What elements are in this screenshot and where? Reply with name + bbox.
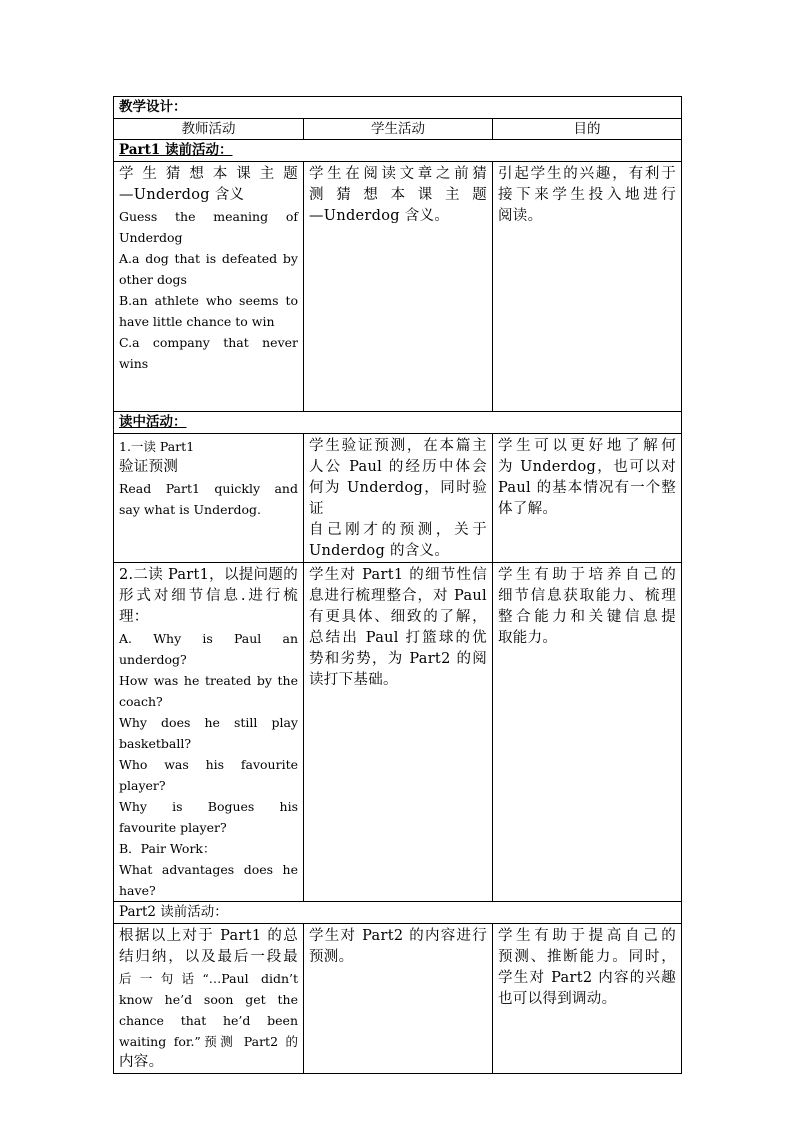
text-line: wins <box>119 356 149 371</box>
title-row <box>114 97 682 119</box>
student-activity-cell <box>304 434 493 563</box>
text-line: Paul 的基本情况有一个整 <box>498 480 677 496</box>
text-line: B．Pair Work： <box>119 841 216 856</box>
text-line: 息进行梳理整合，对 Paul <box>309 588 487 604</box>
text-line: 总结出 Paul 打篮球的优 <box>309 630 487 646</box>
teacher-activity-cell <box>114 563 304 902</box>
activity-row <box>114 434 682 563</box>
text-line: 细节信息获取能力、梳理 <box>498 588 677 604</box>
text-line: waiting for.”预测 Part2 的 <box>119 1034 298 1049</box>
text-line: B.an athlete who seems to <box>119 293 298 308</box>
text-line: 整合能力和关键信息提 <box>498 609 677 625</box>
text-line: 取能力。 <box>498 630 558 646</box>
purpose-cell <box>493 434 682 563</box>
text-line: Underdog 的含义。 <box>309 543 450 559</box>
text-line: 后一句话“…Paul didn’t <box>119 971 298 986</box>
text-line: 形式对细节信息.进行梳 <box>119 588 298 604</box>
text-line: chance that he’d been <box>119 1013 298 1028</box>
activity-row <box>114 563 682 902</box>
text-line: C.a company that never <box>119 335 298 350</box>
activity-row <box>114 924 682 1074</box>
purpose-cell <box>493 924 682 1074</box>
activity-row <box>114 162 682 412</box>
purpose-cell <box>493 563 682 902</box>
student-activity-cell <box>304 162 493 412</box>
teacher-activity-cell <box>114 162 304 412</box>
text-line: have? <box>119 883 156 898</box>
text-line: 2.二读 Part1，以提问题的 <box>119 567 298 583</box>
text-line: 学生对 Part2 内容的兴趣 <box>498 970 677 986</box>
text-line: How was he treated by the <box>119 673 298 688</box>
purpose-cell <box>493 162 682 412</box>
text-line: 何为 Underdog，同时验证 <box>309 480 487 517</box>
column-header-row <box>114 119 682 140</box>
section-while-reading: 读中活动： <box>119 414 187 430</box>
student-activity-cell <box>304 924 493 1074</box>
text-line: 也可以得到调动。 <box>498 991 617 1007</box>
text-line: 阅读。 <box>498 208 543 224</box>
text-line: 体了解。 <box>498 501 558 517</box>
text-line: Why is Bogues his <box>119 799 298 814</box>
text-line: 学生对 Part1 的细节性信 <box>309 567 487 583</box>
text-line: What advantages does he <box>119 862 298 877</box>
text-line: —Underdog 含义。 <box>309 208 450 224</box>
teacher-activity-cell <box>114 924 304 1074</box>
header-student-activity: 学生活动 <box>304 119 493 140</box>
text-line: Who was his favourite <box>119 757 298 772</box>
text-line: 读打下基础。 <box>309 672 398 688</box>
text-line: 学生对 Part2 的内容进行 <box>309 928 487 944</box>
text-line: 根据以上对于 Part1 的总 <box>119 928 298 944</box>
table-title: 教学设计： <box>114 97 682 119</box>
text-line: Why does he still play <box>119 715 298 730</box>
lesson-plan <box>113 96 681 1074</box>
text-line: 学生在阅读文章之前猜 <box>309 166 487 182</box>
text-line: Guess the meaning of <box>119 209 298 224</box>
section-part1-pre-reading: Part1 读前活动： <box>119 142 233 158</box>
text-line: 验证预测 <box>119 459 179 475</box>
text-line: say what is Underdog. <box>119 502 261 517</box>
text-line: A. Why is Paul an <box>119 631 298 646</box>
text-line: 学生可以更好地了解何 <box>498 438 677 454</box>
header-purpose: 目的 <box>493 119 682 140</box>
text-line: 测 猜 想 本 课 主 题 <box>309 187 487 203</box>
header-teacher-activity: 教师活动 <box>114 119 304 140</box>
section-row <box>114 412 682 434</box>
text-line: have little chance to win <box>119 314 275 329</box>
text-line: 人公 Paul 的经历中体会 <box>309 459 487 475</box>
text-line: 内容。 <box>119 1054 164 1070</box>
text-line: 自己刚才的预测，关于 <box>309 522 487 538</box>
text-line: player? <box>119 778 166 793</box>
text-line: 预测、推断能力。同时， <box>498 949 677 965</box>
lesson-plan-table <box>113 96 682 1074</box>
text-line: 为 Underdog，也可以对 <box>498 459 677 475</box>
text-line: underdog? <box>119 652 187 667</box>
section-row <box>114 902 682 924</box>
text-line: 预测。 <box>309 949 354 965</box>
text-line: 结归纳，以及最后一段最 <box>119 949 298 965</box>
student-activity-cell <box>304 563 493 902</box>
text-line: Read Part1 quickly and <box>119 481 298 496</box>
text-line: —Underdog 含义 <box>119 187 245 203</box>
section-row <box>114 140 682 162</box>
text-line: A.a dog that is defeated by <box>119 251 298 266</box>
text-line: other dogs <box>119 272 187 287</box>
text-line: 学生验证预测，在本篇主 <box>309 438 487 454</box>
text-line: basketball? <box>119 736 192 751</box>
text-line: 学 生 猜 想 本 课 主 题 <box>119 166 298 182</box>
text-line: favourite player? <box>119 820 227 835</box>
text-line: 引起学生的兴趣，有利于 <box>498 166 677 182</box>
text-line: 学生有助于培养自己的 <box>498 567 677 583</box>
text-line: coach? <box>119 694 163 709</box>
text-line: 有更具体、细致的了解， <box>309 609 487 625</box>
text-line: 1.一读 Part1 <box>119 439 195 454</box>
text-line: Underdog <box>119 230 183 245</box>
section-part2-pre-reading: Part2 读前活动： <box>114 902 682 924</box>
text-line: 学生有助于提高自己的 <box>498 928 677 944</box>
text-line: 理： <box>119 609 149 625</box>
text-line: 接下来学生投入地进行 <box>498 187 677 203</box>
text-line: know he’d soon get the <box>119 992 298 1007</box>
teacher-activity-cell <box>114 434 304 563</box>
text-line: 势和劣势，为 Part2 的阅 <box>309 651 487 667</box>
